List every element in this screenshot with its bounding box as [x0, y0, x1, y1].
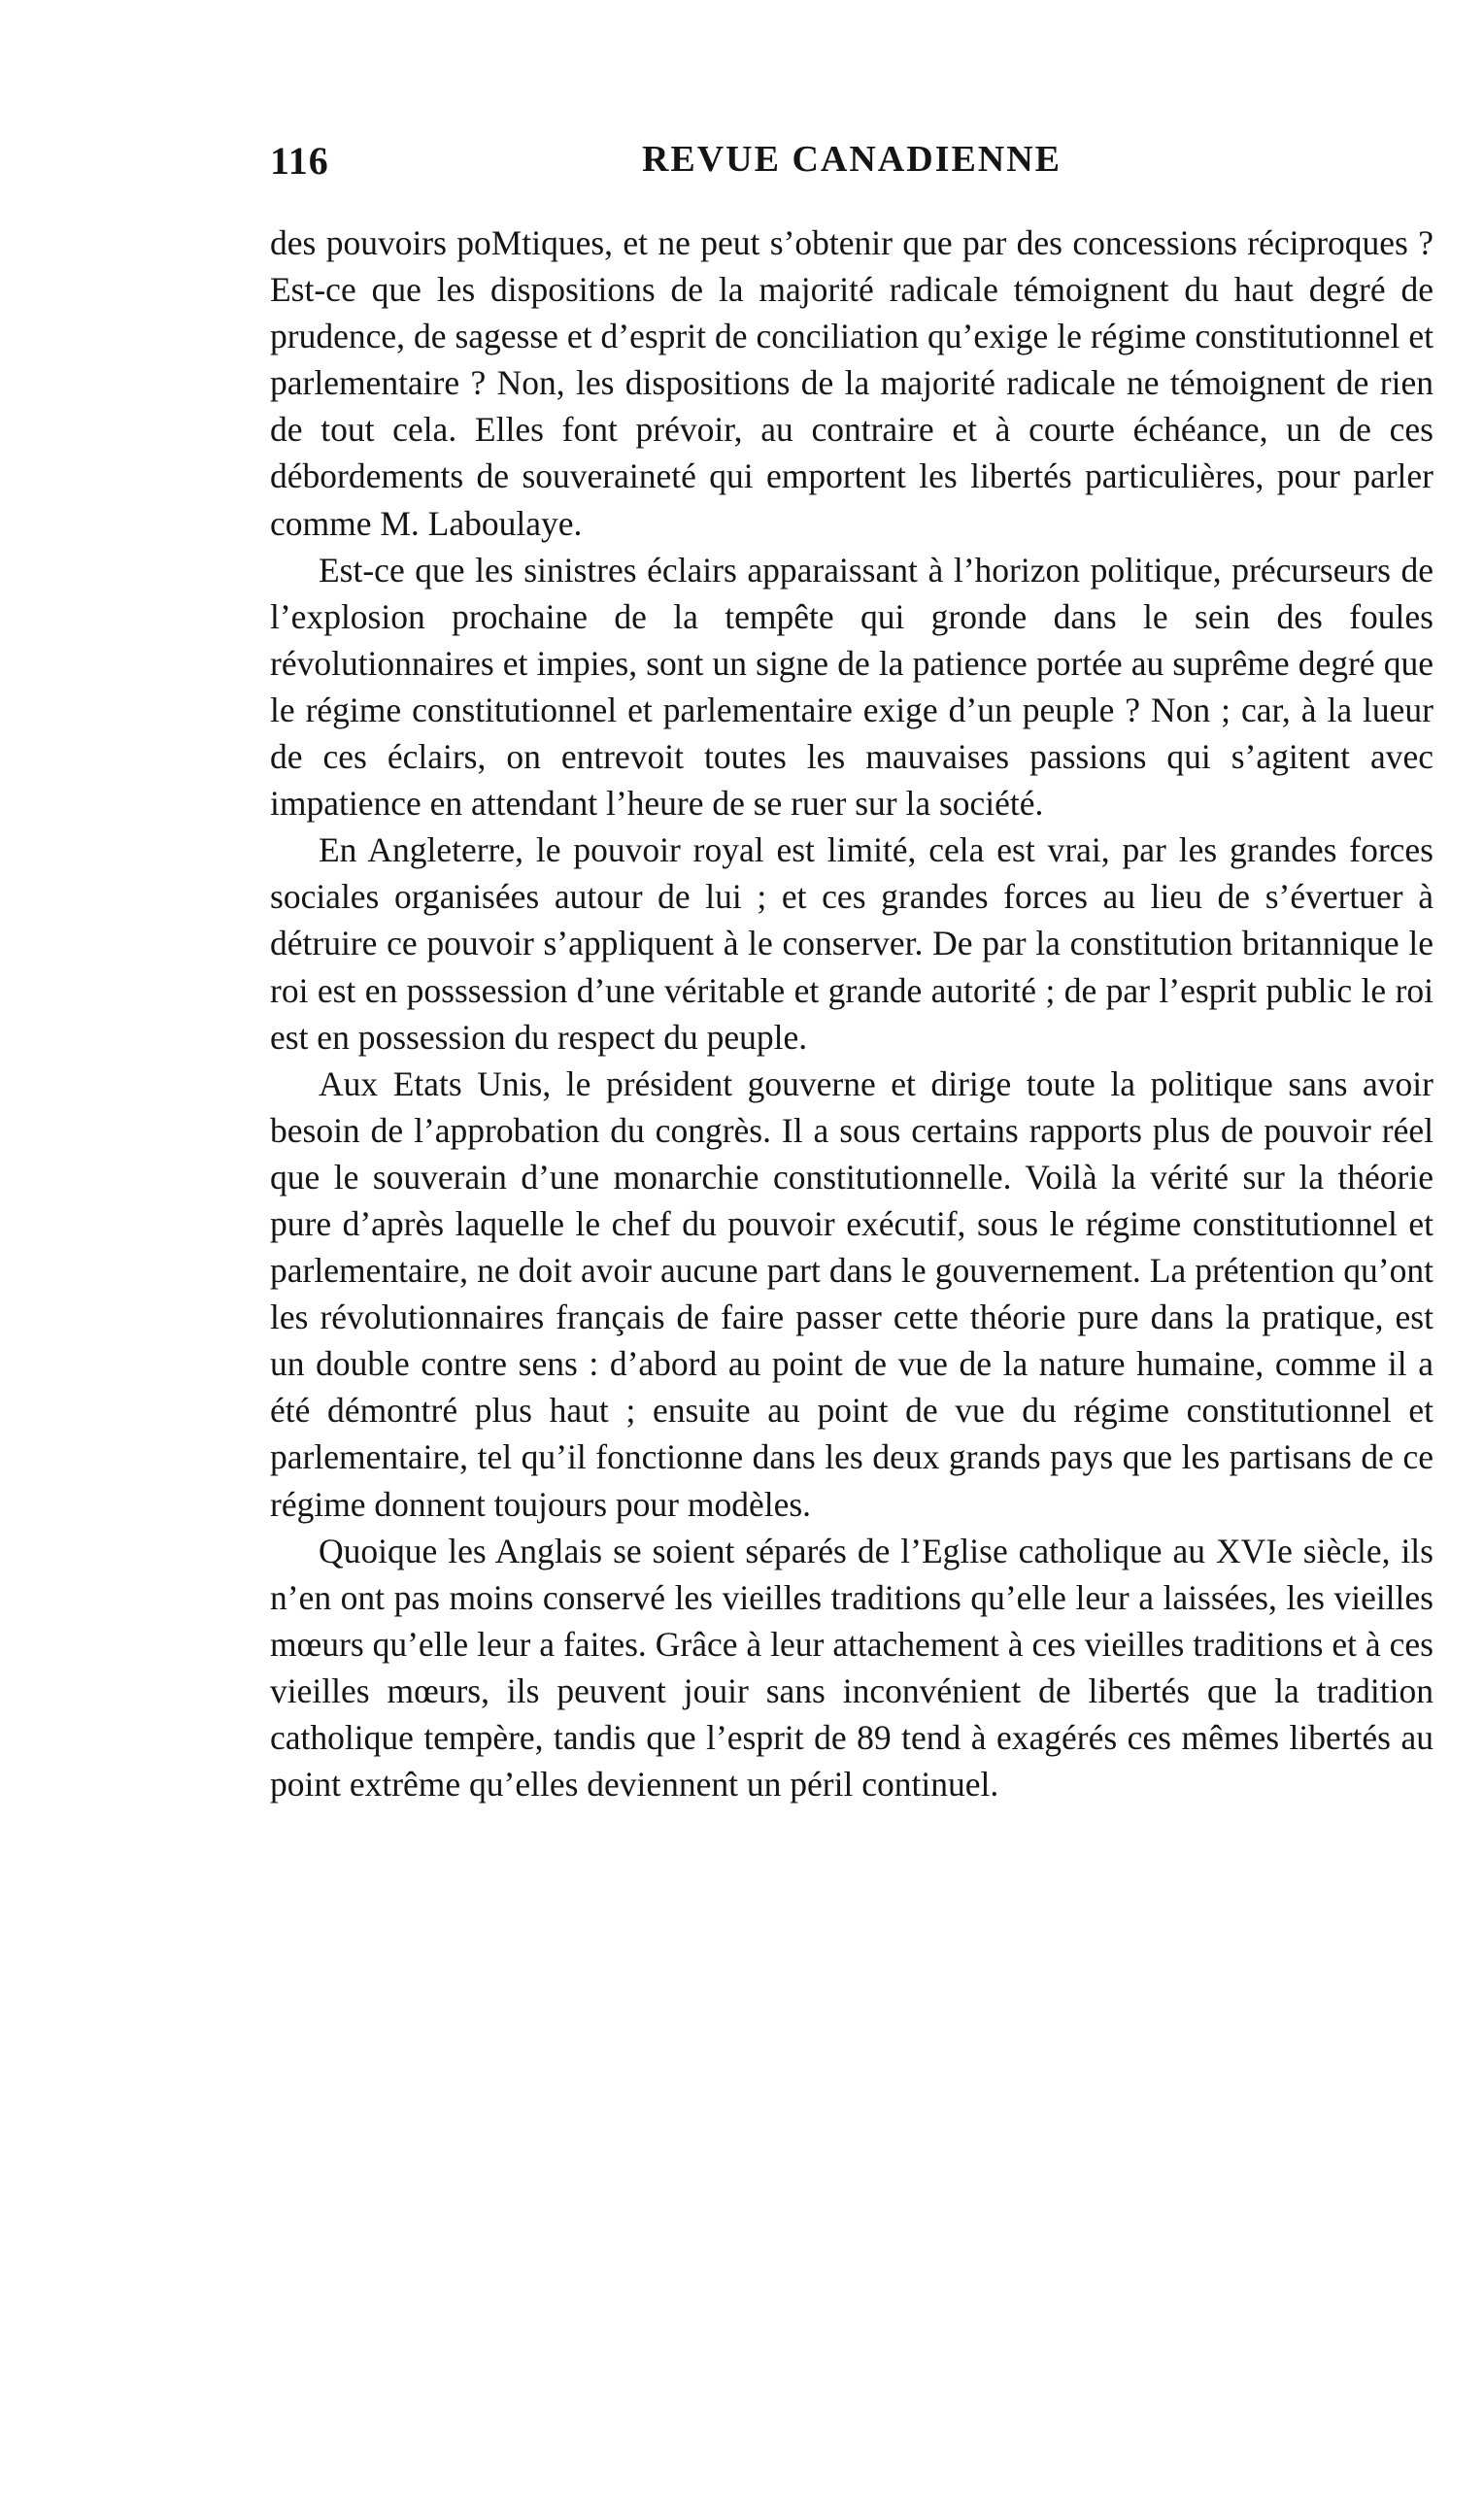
body-text	[270, 219, 1433, 1807]
paragraph: Quoique les Anglais se soient séparés de l’Eglise catholique au XVIe siècle, ils n’en ont pas moins conservé les vieilles traditions qu’elle leur a laissées, les vieilles mœurs qu’elle leur a faites. Grâce à leur attachement à ces vieilles traditions et à ces vieilles mœurs, ils peuvent jouir sans inconvénient de libertés que la tradition catholique tempère, tandis que l’esprit de 89 tend à exagérés ces mêmes libertés au point extrême qu’elles deviennent un péril continuel.	[270, 1531, 1433, 1805]
page-header	[270, 138, 1433, 196]
paragraph: Aux Etats Unis, le président gouverne et dirige toute la politique sans avoir besoin de l’approbation du congrès. Il a sous certains rapports plus de pouvoir réel que le souverain d’une monarchie constitutionnelle. Voilà la vérité sur la théorie pure d’après laquelle le chef du pouvoir exécutif, sous le régime constitutionnel et parlementaire, ne doit avoir aucune part dans le gouvernement. La prétention qu’ont les révolutionnaires français de faire passer cette théorie pure dans la pratique, est un double contre sens : d’abord au point de vue de la nature humaine, comme il a été démontré plus haut ; ensuite au point de vue du régime constitutionnel et parlementaire, tel qu’il fonctionne dans les deux grands pays que les partisans de ce régime donnent toujours pour modèles.	[270, 1063, 1433, 1524]
running-title: REVUE CANADIENNE	[641, 139, 1062, 180]
paragraph: des pouvoirs poMtiques, et ne peut s’obtenir que par des concessions réciproques ? Est-ce que les dispositions de la majorité radicale témoignent du haut degré de prudence, de sagesse et d’esprit de conciliation qu’exige le régime constitutionnel et parlementaire ? Non, les dispositions de la majorité radicale ne témoignent de rien de tout cela. Elles font prévoir, au contraire et à courte échéance, un de ces débordements de souveraineté qui emportent les libertés particulières, pour parler comme M. Laboulaye.	[270, 223, 1433, 543]
paragraph: Est-ce que les sinistres éclairs apparaissant à l’horizon politique, précurseurs de l’explosion prochaine de la tempête qui gronde dans le sein des foules révolutionnaires et impies, sont un signe de la patience portée au suprême degré que le régime constitutionnel et parlementaire exige d’un peuple ? Non ; car, à la lueur de ces éclairs, on entrevoit toutes les mauvaises passions qui s’agitent avec impatience en attendant l’heure de se ruer sur la société.	[270, 550, 1433, 824]
paragraph: En Angleterre, le pouvoir royal est limité, cela est vrai, par les grandes forces sociales organisées autour de lui ; et ces grandes forces au lieu de s’évertuer à détruire ce pouvoir s’appliquent à le conserver. De par la constitution britannique le roi est en posssession d’une véritable et grande autorité ; de par l’esprit public le roi est en possession du respect du peuple.	[270, 830, 1433, 1057]
page-number: 116	[270, 139, 329, 183]
